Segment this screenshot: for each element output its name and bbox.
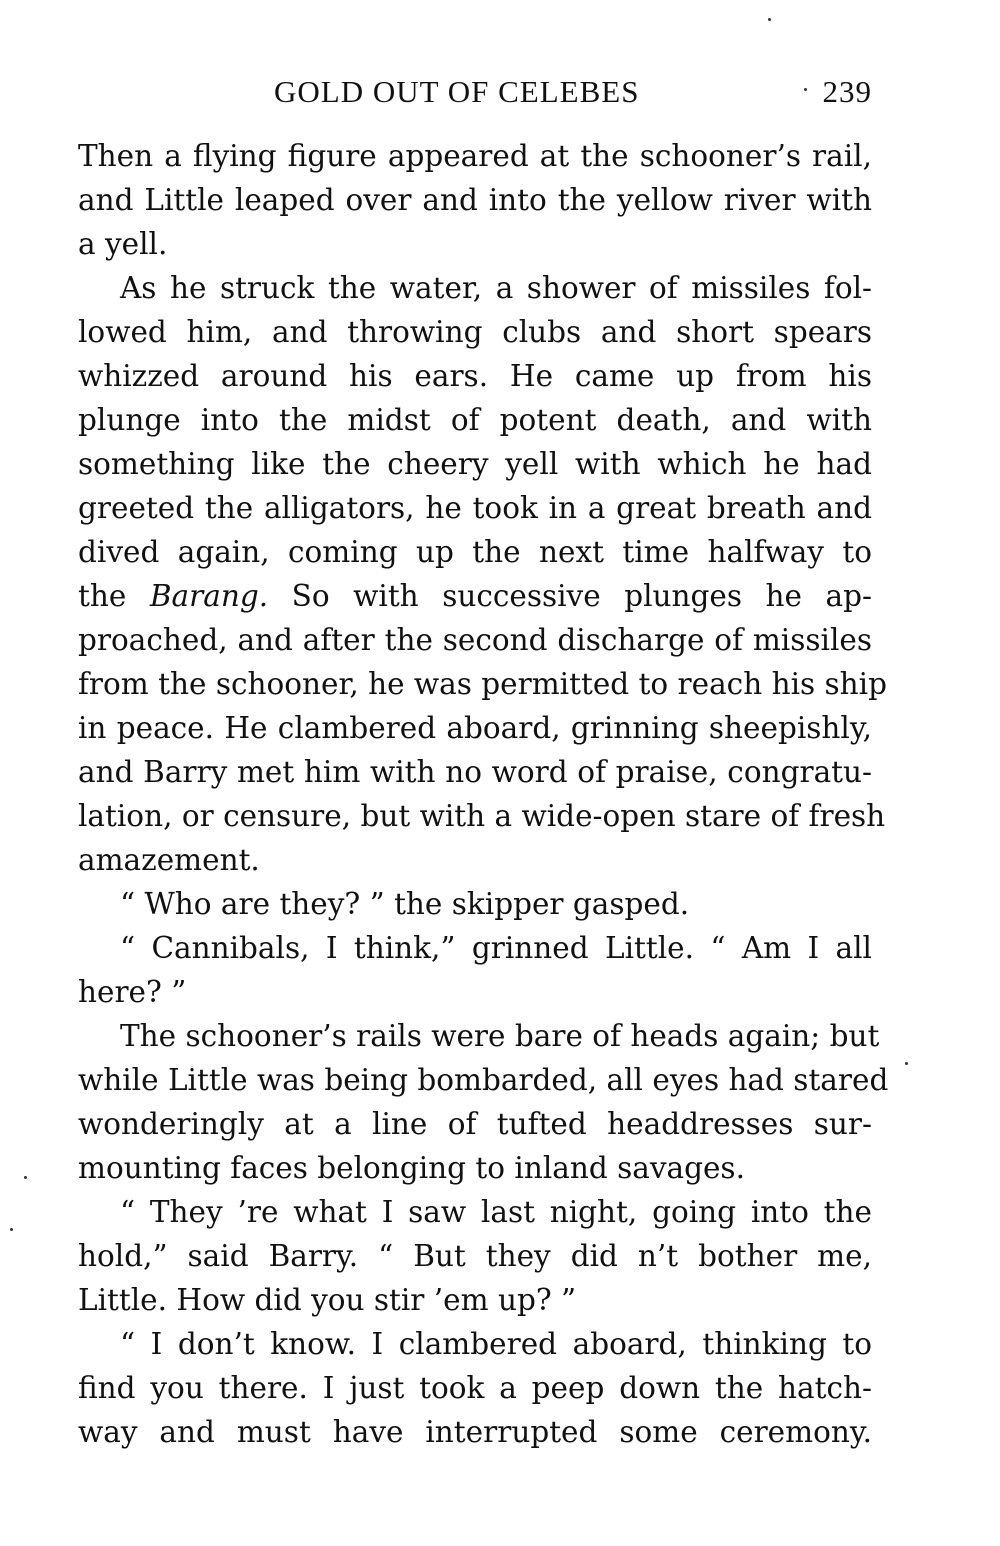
text-line: while Little was being bombarded, all eyes had stared bbox=[78, 1063, 889, 1097]
scan-speck bbox=[768, 18, 771, 21]
text-line: plunge into the midst of potent death, and with bbox=[78, 403, 872, 437]
text-line: something like the cheery yell with which he had bbox=[78, 447, 872, 481]
text-line: “ I don’t know. I clambered aboard, thinking to bbox=[120, 1327, 872, 1361]
text-line: whizzed around his ears. He came up from his bbox=[78, 359, 872, 393]
text-line: “ Who are they? ” the skipper gasped. bbox=[120, 887, 690, 921]
text-line: mounting faces belonging to inland savages. bbox=[78, 1151, 745, 1185]
text-line: way and must have interrupted some ceremony. bbox=[78, 1415, 872, 1449]
text-line: in peace. He clambered aboard, grinning sheepishly, bbox=[78, 711, 872, 745]
text-line: amazement. bbox=[78, 843, 260, 877]
text-line: from the schooner, he was permitted to reach his ship bbox=[78, 667, 887, 701]
text-line: find you there. I just took a peep down the hatch- bbox=[78, 1371, 872, 1405]
page-number: 239 bbox=[822, 74, 872, 109]
text-line: proached, and after the second discharge of missiles bbox=[78, 623, 872, 657]
scan-speck bbox=[24, 1176, 27, 1179]
text-line: The schooner’s rails were bare of heads again; but bbox=[120, 1019, 880, 1053]
text-line: dived again, coming up the next time halfway to bbox=[78, 535, 872, 569]
text-line: lowed him, and throwing clubs and short spears bbox=[78, 315, 872, 349]
scan-speck bbox=[10, 1228, 13, 1231]
text-line: and Little leaped over and into the yellow river with bbox=[78, 183, 872, 217]
text-line: Then a flying figure appeared at the schooner’s rail, bbox=[78, 139, 872, 173]
text-fragment: So with successive plunges he ap- bbox=[291, 579, 872, 613]
text-line: a yell. bbox=[78, 227, 168, 261]
text-line: wonderingly at a line of tufted headdresses sur- bbox=[78, 1107, 872, 1141]
text-line: and Barry met him with no word of praise, congratu- bbox=[78, 755, 872, 789]
text-line: lation, or censure, but with a wide-open stare of fresh bbox=[78, 799, 886, 833]
text-line-with-italic bbox=[78, 574, 872, 618]
text-line: “ Cannibals, I think,” grinned Little. “ Am I all bbox=[120, 931, 872, 965]
text-line: Little. How did you stir ’em up? ” bbox=[78, 1283, 577, 1317]
text-fragment: the bbox=[78, 579, 127, 613]
text-line: hold,” said Barry. “ But they did n’t bother me, bbox=[78, 1239, 872, 1273]
body-text bbox=[78, 134, 889, 1454]
text-line: greeted the alligators, he took in a great breath and bbox=[78, 491, 872, 525]
running-title: GOLD OUT OF CELEBES bbox=[274, 74, 640, 109]
text-line: As he struck the water, a shower of missiles fol- bbox=[120, 271, 872, 305]
scan-speck bbox=[905, 1062, 908, 1065]
italic-ship-name: Barang. bbox=[149, 579, 269, 613]
text-line: “ They ’re what I saw last night, going into the bbox=[120, 1195, 872, 1229]
text-line: here? ” bbox=[78, 975, 187, 1009]
running-header bbox=[78, 74, 872, 114]
scan-speck bbox=[804, 88, 807, 91]
